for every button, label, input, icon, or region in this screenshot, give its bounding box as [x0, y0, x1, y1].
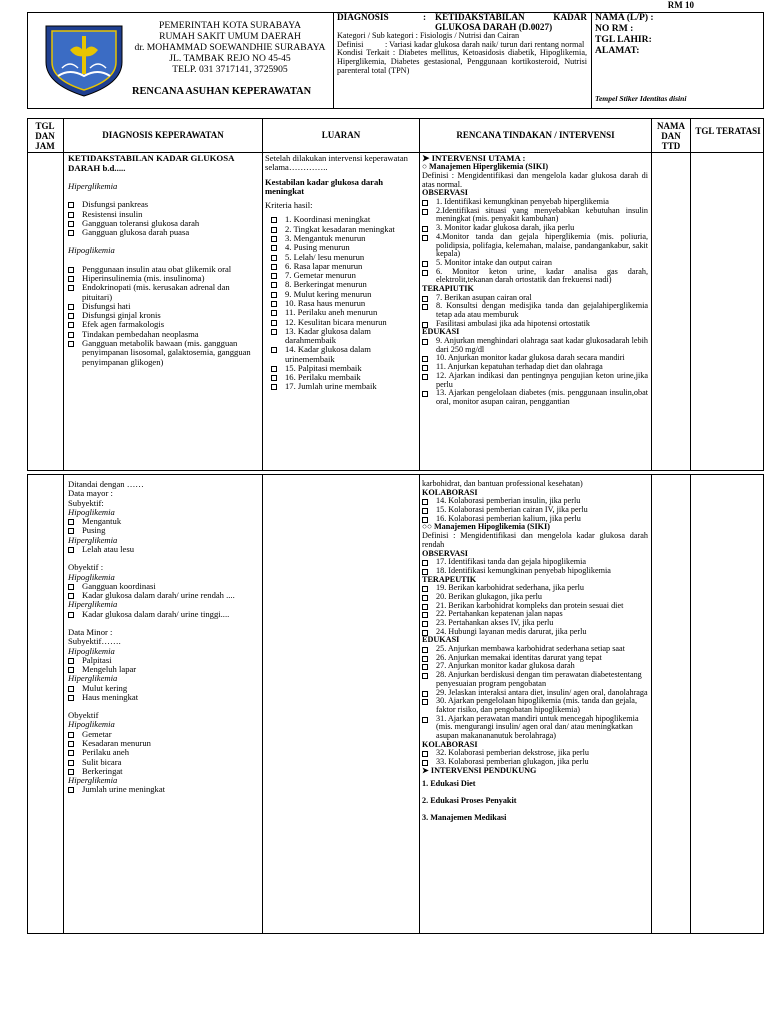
checkbox[interactable] — [68, 612, 74, 618]
sign-item[interactable]: Mulut kering — [68, 684, 258, 693]
outcome-item[interactable]: 2. Tingkat kesadaran meningkat — [271, 225, 417, 234]
luaran-intro: Setelah dilakukan intervensi keperawatan selama………….. — [265, 153, 408, 173]
sign-item[interactable]: Jumlah urine meningkat — [68, 785, 258, 794]
intervention-item[interactable]: 30. Ajarkan pengelolaan hipoglikemia (mis. tanda dan gejala, faktor risiko, dan pengobatan hipoglikemia) — [422, 697, 648, 714]
intervention-item[interactable]: 10. Anjurkan monitor kadar glukosa darah secara mandiri — [422, 354, 648, 363]
checkbox[interactable] — [271, 227, 277, 233]
sign-item[interactable]: Gemetar — [68, 730, 258, 739]
intervention-item[interactable]: 24. Hubungi layanan medis darurat, jika perlu — [422, 628, 648, 637]
outcome-item[interactable]: 10. Rasa haus menurun — [271, 299, 417, 308]
diagnosis-cell — [68, 154, 258, 367]
sign-item[interactable]: Mengantuk — [68, 517, 258, 526]
checkbox[interactable] — [422, 673, 428, 679]
sign-item[interactable]: Pusing — [68, 526, 258, 535]
intervention-item[interactable]: 20. Berikan glukagon, jika perlu — [422, 593, 648, 602]
checkbox[interactable] — [422, 751, 428, 757]
checkbox[interactable] — [271, 375, 277, 381]
col-line — [419, 474, 420, 934]
checkbox[interactable] — [271, 255, 277, 261]
intervention-item[interactable]: 4.Monitor tanda dan gejala hiperglikemia (mis. poliuria, polidipsia, polifagia, kelemahan, malaise, pandangankabur, sakit kepala) — [422, 233, 648, 259]
checkbox[interactable] — [68, 304, 74, 310]
minor-label: Data Minor : — [68, 626, 113, 637]
checkbox[interactable] — [422, 664, 428, 670]
checkbox[interactable] — [422, 717, 428, 723]
checkbox[interactable] — [422, 691, 428, 697]
checkbox[interactable] — [271, 347, 277, 353]
checkbox[interactable] — [68, 267, 74, 273]
hospital-line: PEMERINTAH KOTA SURABAYA — [158, 20, 302, 31]
checkbox[interactable] — [68, 547, 74, 553]
checkbox[interactable] — [271, 320, 277, 326]
checkbox[interactable] — [68, 686, 74, 692]
manajemen-hiper-title: Manajemen Hiperglikemia (SIKI) — [429, 162, 549, 172]
intervensi-cell-2 — [422, 480, 648, 822]
intervention-item[interactable]: 29. Jelaskan interaksi antara diet, insulin/ agen oral, danolahraga — [422, 689, 648, 698]
pendukung-item: 2. Edukasi Proses Penyakit — [422, 796, 517, 806]
hospital-line: RUMAH SAKIT UMUM DAERAH — [159, 31, 301, 42]
intervention-item[interactable]: 31. Ajarkan perawatan mandiri untuk mencegah hipoglikemia (mis. mengurangi insulin/ agen oral dan/ atau meningkatkan asupan makanananutuk berolahraga) — [422, 715, 648, 741]
checkbox[interactable] — [422, 499, 428, 505]
checkbox[interactable] — [68, 276, 74, 282]
checkbox[interactable] — [422, 612, 428, 618]
outcome-item[interactable]: 13. Kadar glukosa dalam darahmembaik — [271, 327, 417, 346]
intervention-item[interactable]: 11. Anjurkan kepatuhan terhadap diet dan olahraga — [422, 363, 648, 372]
kolaborasi-label-2: KOLABORASI — [422, 739, 478, 749]
obyektif-label: Obyektif : — [68, 562, 104, 573]
etiology-item[interactable]: Hiperinsulinemia (mis. insulinoma) — [68, 274, 258, 283]
field-no-rm[interactable]: NO RM : — [595, 23, 634, 34]
intervensi-utama-label: INTERVENSI UTAMA : — [431, 154, 526, 163]
etiology-item[interactable]: Resistensi insulin — [68, 210, 258, 219]
etiology-item[interactable]: Gangguan metabolik bawaan (mis. gangguan penyimpanan lisosomal, galaktosemia, gangguan penyimpanan glikogen) — [68, 339, 258, 367]
etiology-item[interactable]: Penggunaan insulin atau obat glikemik oral — [68, 265, 258, 274]
hipoglikemia-label: Hipoglikemia — [68, 245, 115, 256]
checkbox[interactable] — [422, 339, 428, 345]
sign-item[interactable]: Kadar glukosa dalam darah/ urine rendah .... — [68, 591, 258, 600]
checkbox[interactable] — [68, 332, 74, 338]
manajemen-hipo-title: Manajemen Hipoglikemia (SIKI) — [433, 522, 550, 532]
checkbox[interactable] — [271, 264, 277, 270]
checkbox[interactable] — [422, 569, 428, 575]
diagnosis-header — [337, 12, 587, 75]
checkbox[interactable] — [422, 270, 428, 276]
checkbox[interactable] — [422, 604, 428, 610]
checkbox[interactable] — [271, 366, 277, 372]
checkbox[interactable] — [271, 329, 277, 335]
header-divider-1 — [333, 12, 334, 109]
checkbox[interactable] — [422, 656, 428, 662]
outcome-item[interactable]: 15. Palpitasi membaik — [271, 364, 417, 373]
outcome-item[interactable]: 14. Kadar glukosa dalam urinemembaik — [271, 345, 417, 364]
checkbox[interactable] — [271, 245, 277, 251]
checkbox[interactable] — [68, 658, 74, 664]
subyektif-label: Subyektif: — [68, 497, 104, 508]
checkbox[interactable] — [422, 517, 428, 523]
checkbox[interactable] — [68, 593, 74, 599]
intervensi-cell-1 — [422, 154, 648, 470]
intervention-item[interactable]: Fasilitasi ambulasi jika ada hipotensi ortostatik — [422, 320, 648, 329]
etiology-item[interactable]: Gangguan glukosa darah puasa — [68, 228, 258, 237]
checkbox[interactable] — [68, 584, 74, 590]
sign-item[interactable]: Sulit bicara — [68, 758, 258, 767]
intervention-item[interactable]: 23. Pertahankan akses IV, jika perlu — [422, 619, 648, 628]
checkbox[interactable] — [422, 391, 428, 397]
checkbox[interactable] — [68, 732, 74, 738]
hipo-definisi: Definisi : Mengidentifikasi dan mengelola kadar glukosa darah rendah — [422, 531, 648, 549]
header-diagnosis: DIAGNOSIS KEPERAWATAN — [102, 130, 224, 140]
checkbox[interactable] — [68, 212, 74, 218]
intervention-item[interactable]: 5. Monitor intake dan output cairan — [422, 259, 648, 268]
intervention-item[interactable]: 17. Identifikasi tanda dan gejala hipoglikemia — [422, 558, 648, 567]
form-title: RENCANA ASUHAN KEPERAWATAN — [132, 86, 312, 97]
header-tgl-jam: TGL DAN JAM — [35, 121, 55, 151]
hiperglikemia-label: Hiperglikemia — [68, 181, 118, 191]
col-line — [63, 474, 64, 934]
intervention-item[interactable]: 1. Identifikasi kemungkinan penyebab hiperglikemia — [422, 198, 648, 207]
outcome-item[interactable]: 5. Lelah/ lesu menurun — [271, 253, 417, 262]
hospital-line: JL. TAMBAK REJO NO 45-45 — [169, 53, 291, 64]
intervention-item[interactable]: 6. Monitor keton urine, kadar analisa gas darah, elektrolit,tekanan darah ortostatik dan frekuensi nadi) — [422, 268, 648, 285]
checkbox[interactable] — [422, 296, 428, 302]
col-line — [651, 118, 652, 471]
header-luaran: LUARAN — [321, 130, 361, 140]
intervention-item[interactable]: 2.Identifikasi situasi yang menyebabkan kebutuhan insulin meningkat (mis. penyakit kambuhan) — [422, 207, 648, 224]
checkbox[interactable] — [271, 292, 277, 298]
col-line — [63, 118, 64, 471]
header-nama-ttd: NAMA DAN TTD — [657, 121, 685, 151]
subyektif-label: Subyektif……. — [68, 636, 121, 647]
field-nama[interactable]: NAMA (L/P) : — [595, 12, 654, 23]
outcome-item[interactable]: 12. Kesulitan bicara menurun — [271, 318, 417, 327]
checkbox[interactable] — [422, 365, 428, 371]
luaran-title: Kestabilan kadar glukosa darah meningkat — [265, 176, 384, 196]
intervention-item[interactable]: 15. Kolaborasi pemberian cairan IV, jika perlu — [422, 506, 648, 515]
intervention-item[interactable]: 28. Anjurkan berdiskusi dengan tim perawatan diabetestentang penyesuaian program pengobatan — [422, 671, 648, 688]
checkbox[interactable] — [422, 209, 428, 215]
obyektif-label: Obyektif — [68, 710, 99, 721]
outcome-item[interactable]: 7. Gemetar menurun — [271, 271, 417, 280]
arrow-icon: ➤ — [422, 154, 430, 163]
checkbox[interactable] — [68, 769, 74, 775]
intervention-item[interactable]: 9. Anjurkan menghindari olahraga saat kadar glukosadarah lebih dari 250 mg/dl — [422, 337, 648, 354]
intervention-item[interactable]: 14. Kolaborasi pemberian insulin, jika perlu — [422, 497, 648, 506]
observasi-label: OBSERVASI — [422, 548, 468, 558]
intervention-item[interactable]: 7. Berikan asupan cairan oral — [422, 294, 648, 303]
hiper-label: Hiperglikemia — [68, 534, 118, 545]
pendukung-item: 3. Manajemen Medikasi — [422, 812, 507, 822]
intervention-item[interactable]: 27. Anjurkan monitor kadar glukosa darah — [422, 662, 648, 671]
checkbox[interactable] — [271, 273, 277, 279]
etiology-item[interactable]: Disfungsi ginjal kronis — [68, 311, 258, 320]
checkbox[interactable] — [422, 586, 428, 592]
intervention-item[interactable]: 18. Identifikasi kemungkinan penyebab hipoglikemia — [422, 567, 648, 576]
outcome-item[interactable]: 9. Mulut kering menurun — [271, 290, 417, 299]
diag-label: DIAGNOSIS — [337, 12, 389, 22]
field-tgl-lahir[interactable]: TGL LAHIR: — [595, 34, 652, 45]
checkbox[interactable] — [68, 341, 74, 347]
checkbox[interactable] — [422, 699, 428, 705]
checkbox[interactable] — [68, 787, 74, 793]
col-line — [262, 118, 263, 471]
checkbox[interactable] — [422, 647, 428, 653]
outcome-item[interactable]: 6. Rasa lapar menurun — [271, 262, 417, 271]
checkbox[interactable] — [68, 285, 74, 291]
checkbox[interactable] — [422, 226, 428, 232]
hipo-label: Hipoglikemia — [68, 719, 115, 730]
ditandai-label: Ditandai dengan …… — [68, 479, 144, 489]
intervensi-pendukung-label: INTERVENSI PENDUKUNG — [430, 765, 537, 775]
outcome-item[interactable]: 11. Perilaku aneh menurun — [271, 308, 417, 317]
checkbox[interactable] — [68, 528, 74, 534]
outcome-item[interactable]: 8. Berkeringat menurun — [271, 280, 417, 289]
etiology-item[interactable]: Gangguan toleransi glukosa darah — [68, 219, 258, 228]
intervention-item[interactable]: 25. Anjurkan membawa karbohidrat sederhana setiap saat — [422, 645, 648, 654]
outcome-item[interactable]: 16. Perilaku membaik — [271, 373, 417, 382]
checkbox[interactable] — [422, 630, 428, 636]
double-circle-icon: ○○ — [422, 522, 432, 532]
checkbox[interactable] — [422, 595, 428, 601]
diag-colon: : — [423, 12, 427, 22]
sign-item[interactable]: Haus meningkat — [68, 693, 258, 702]
col-line — [651, 474, 652, 934]
hipo-label: Hipoglikemia — [68, 571, 115, 582]
checkbox[interactable] — [68, 667, 74, 673]
edukasi-label: EDUKASI — [422, 327, 460, 337]
hipo-label: Hipoglikemia — [68, 506, 115, 517]
diag-kategori: Kategori / Sub kategori : Fisiologis / Nutrisi dan Cairan — [337, 31, 520, 40]
etiology-item[interactable]: Disfungsi hati — [68, 302, 258, 311]
hipo-label: Hipoglikemia — [68, 645, 115, 656]
sign-item[interactable]: Mengeluh lapar — [68, 665, 258, 674]
checkbox[interactable] — [422, 621, 428, 627]
col-line — [262, 474, 263, 934]
intervention-item[interactable]: 13. Ajarkan pengelolaan diabetes (mis. penggunaan insulin,obat oral, monitor asupan cairan, penggantian — [422, 389, 648, 406]
sign-item[interactable]: Kadar glukosa dalam darah/ urine tinggi.... — [68, 610, 258, 619]
intervention-item[interactable]: 16. Kolaborasi pemberian kalium, jika perlu — [422, 515, 648, 524]
checkbox[interactable] — [271, 301, 277, 307]
field-alamat[interactable]: ALAMAT: — [595, 45, 640, 56]
checkbox[interactable] — [271, 310, 277, 316]
terapiutik-label: TERAPIUTIK — [422, 283, 474, 293]
hiper-label: Hiperglikemia — [68, 775, 118, 786]
hospital-line: dr. MOHAMMAD SOEWANDHIE SURABAYA — [134, 42, 326, 53]
checkbox[interactable] — [271, 217, 277, 223]
checkbox[interactable] — [422, 261, 428, 267]
intervention-item[interactable]: 32. Kolaborasi pemberian dekstrose, jika perlu — [422, 749, 648, 758]
checkbox[interactable] — [422, 560, 428, 566]
checkbox[interactable] — [68, 519, 74, 525]
sign-item[interactable]: Palpitasi — [68, 656, 258, 665]
checkbox[interactable] — [68, 695, 74, 701]
tanda-gejala-cell — [68, 480, 258, 795]
checkbox[interactable] — [422, 322, 428, 328]
checkbox[interactable] — [68, 230, 74, 236]
checkbox[interactable] — [68, 750, 74, 756]
sign-item[interactable]: Kesadaran menurun — [68, 739, 258, 748]
luaran-cell — [265, 154, 417, 392]
checkbox[interactable] — [422, 200, 428, 206]
sign-item[interactable]: Berkeringat — [68, 767, 258, 776]
etiology-item[interactable]: Endokrinopati (mis. kerusakan adrenal dan pituitari) — [68, 283, 258, 302]
pendukung-item: 1. Edukasi Diet — [422, 779, 476, 789]
hospital-name-block — [130, 20, 330, 75]
intervention-item[interactable]: 8. Konsultsi dengan medisjika tanda dan gejalahiperglikemia tetap ada atau memburuk — [422, 302, 648, 319]
intervention-item[interactable]: 3. Monitor kadar glukosa darah, jika perlu — [422, 224, 648, 233]
rm-number: RM 10 — [667, 0, 694, 10]
checkbox[interactable] — [422, 356, 428, 362]
checkbox[interactable] — [68, 322, 74, 328]
col-line — [690, 118, 691, 471]
intervention-item[interactable]: 33. Kolaborasi pemberian glukagon, jika perlu — [422, 758, 648, 767]
etiology-item[interactable]: Disfungsi pankreas — [68, 200, 258, 209]
intervention-item[interactable]: 21. Berikan karbohidrat kompleks dan protein sesuai diet — [422, 602, 648, 611]
hospital-line: TELP. 031 3717141, 3725905 — [172, 64, 288, 75]
header-tgl-teratasi: TGL TERATASI — [695, 126, 761, 136]
sign-item[interactable]: Perilaku aneh — [68, 748, 258, 757]
definisi-label: Definisi — [337, 39, 364, 49]
checkbox[interactable] — [68, 313, 74, 319]
outcome-item[interactable]: 3. Mengantuk menurun — [271, 234, 417, 243]
observasi-label: OBSERVASI — [422, 188, 468, 198]
checkbox[interactable] — [422, 235, 428, 241]
sticker-note: Tempel Stiker Identitas disini — [595, 94, 687, 103]
outcome-item[interactable]: 1. Koordinasi meningkat — [271, 215, 417, 224]
kolaborasi-label: KOLABORASI — [422, 487, 478, 497]
intervention-item[interactable]: 22. Pertahankan kepatenan jalan napas — [422, 610, 648, 619]
col-line — [690, 474, 691, 934]
city-logo — [40, 22, 128, 98]
checkbox[interactable] — [68, 202, 74, 208]
etiology-item[interactable]: Tindakan pembedahan neoplasma — [68, 330, 258, 339]
intervention-item[interactable]: 26. Anjurkan memakai identitas darurat yang tepat — [422, 654, 648, 663]
arrow-icon: ➤ — [422, 765, 429, 775]
diag-definisi: : Variasi kadar glukosa darah naik/ turun dari rentang normal — [385, 39, 585, 49]
sign-item[interactable]: Lelah atau lesu — [68, 545, 258, 554]
checkbox[interactable] — [422, 374, 428, 380]
header-divider-2 — [591, 12, 592, 109]
hiper-label: Hiperglikemia — [68, 599, 118, 610]
intervention-item[interactable]: 19. Berikan karbohidrat sederhana, jika perlu — [422, 584, 648, 593]
hiper-label: Hiperglikemia — [68, 673, 118, 684]
diag-title: KETIDAKSTABILAN KADAR GLUKOSA DARAH (D.0027) — [435, 12, 587, 32]
edukasi-label: EDUKASI — [422, 635, 460, 645]
patient-fields — [595, 12, 654, 56]
checkbox[interactable] — [422, 760, 428, 766]
mayor-label: Data mayor : — [68, 488, 113, 499]
checkbox[interactable] — [271, 384, 277, 390]
checkbox[interactable] — [68, 741, 74, 747]
intervensi-cont: karbohidrat, dan bantuan professional kesehatan) — [422, 479, 583, 488]
checkbox[interactable] — [271, 282, 277, 288]
checkbox[interactable] — [68, 760, 74, 766]
col-line — [419, 118, 420, 471]
checkbox[interactable] — [68, 221, 74, 227]
outcome-item[interactable]: 4. Pusing menurun — [271, 243, 417, 252]
kriteria-label: Kriteria hasil: — [265, 200, 313, 211]
intervention-item[interactable]: 12. Ajarkan indikasi dan pentingnya pengujian keton urine,jika perlu — [422, 372, 648, 389]
hiper-definisi: Definisi : Mengidentifikasi dan mengelola kadar glukosa darah di atas normal. — [422, 171, 648, 189]
sign-item[interactable]: Gangguan koordinasi — [68, 582, 258, 591]
header-intervensi: RENCANA TINDAKAN / INTERVENSI — [456, 130, 615, 140]
outcome-item[interactable]: 17. Jumlah urine membaik — [271, 382, 417, 391]
terapeutik-label: TERAPEUTIK — [422, 574, 477, 584]
diagnosis-title: KETIDAKSTABILAN KADAR GLUKOSA DARAH b.d..... — [68, 153, 235, 173]
diag-kondisi: Kondisi Terkait : Diabetes mellitus, Ketoasidosis diabetik, Hipoglikemia, Hiperglikemia, Diabetes gestasional, Penggunaan kortikosteroid, Nutrisi parenteral total (TPN) — [337, 48, 587, 75]
checkbox[interactable] — [422, 508, 428, 514]
circle-icon: ○ — [422, 162, 427, 172]
checkbox[interactable] — [422, 304, 428, 310]
etiology-item[interactable]: Efek agen farmakologis — [68, 320, 258, 329]
checkbox[interactable] — [271, 236, 277, 242]
